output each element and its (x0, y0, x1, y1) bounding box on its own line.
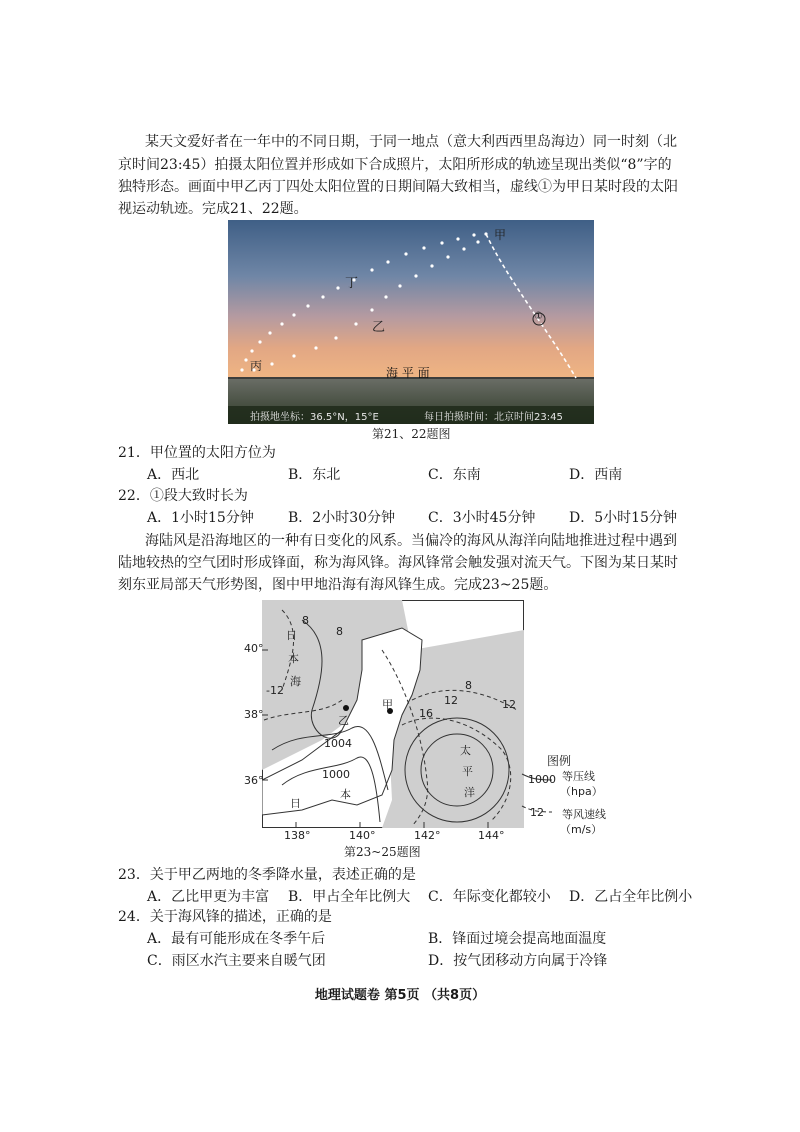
map-label-taiping-1: 太 (460, 744, 471, 757)
label-jia: 甲 (494, 228, 507, 242)
weather-map (262, 600, 524, 828)
intro2-line-1: 海陆风是沿海地区的一种有日变化的风系。当偏冷的海风从海洋向陆地推进过程中遇到 (145, 533, 677, 549)
legend-isobar-label: 等压线 (562, 770, 595, 783)
map-label-12b: 12 (502, 698, 516, 711)
map-label-riben-hai-2: 本 (288, 652, 299, 665)
map-label-yi: 乙 (338, 714, 349, 727)
q22-option-b: B．2小时30分钟 (288, 510, 396, 526)
q23-option-b: B．甲占全年比例大 (288, 889, 411, 905)
map-label-12a: 12 (444, 694, 458, 707)
lon-144: 144° (478, 829, 505, 842)
photo-caption: 第21、22题图 (372, 427, 451, 441)
weather-map-svg (262, 600, 524, 828)
q22-option-d: D．5小时15分钟 (569, 510, 677, 526)
page-footer: 地理试题卷 第5页 （共8页） (314, 988, 486, 1003)
lat-36: 36° (244, 774, 264, 787)
q21-option-d: D．西南 (569, 467, 623, 483)
q23-option-d: D．乙占全年比例小 (569, 889, 693, 905)
intro-line-1: 某天文爱好者在一年中的不同日期，于同一地点（意大利西西里岛海边）同一时刻（北 (145, 134, 677, 150)
lon-140: 140° (349, 829, 376, 842)
q24-option-c: C．雨区水汽主要来自暖气团 (147, 953, 326, 969)
q21-option-b: B．东北 (288, 467, 341, 483)
q24-stem: 24．关于海风锋的描述，正确的是 (118, 909, 332, 925)
label-circle-1: ① (534, 311, 543, 322)
map-label-8a: 8 (302, 614, 309, 627)
q21-stem: 21．甲位置的太阳方位为 (118, 445, 276, 461)
map-label-16: 16 (419, 707, 433, 720)
analemma-photo (228, 220, 594, 424)
sea-level-label: 海 平 面 (386, 366, 430, 380)
map-label-ben: 本 (340, 788, 351, 801)
intro2-line-3: 刻东亚局部天气形势图，图中甲地沿海有海风锋生成。完成23~25题。 (118, 577, 558, 593)
intro-line-2: 京时间23:45）拍摄太阳位置并形成如下合成照片，太阳所形成的轨迹呈现出类似“8”字的 (118, 157, 672, 173)
intro-line-4: 视运动轨迹。完成21、22题。 (118, 201, 308, 217)
lon-142: 142° (414, 829, 441, 842)
lat-40: 40° (244, 642, 264, 655)
legend-wind-label: 等风速线 (562, 808, 606, 821)
q24-option-a: A．最有可能形成在冬季午后 (147, 931, 326, 947)
map-label-8b: 8 (336, 625, 343, 638)
legend-title: 图例 (547, 754, 572, 768)
label-bing: 丙 (250, 359, 263, 373)
legend-isobar-value: 1000 (528, 773, 556, 786)
q22-option-c: C．3小时45分钟 (428, 510, 536, 526)
map-label-8c: 8 (465, 679, 472, 692)
legend-wind-unit: （m/s） (560, 823, 603, 836)
map-label-neg12: -12 (266, 684, 284, 697)
map-label-1004: 1004 (324, 737, 352, 750)
map-label-taiping-3: 洋 (464, 786, 475, 799)
map-label-taiping-2: 平 (462, 765, 473, 778)
intro2-line-2: 陆地较热的空气团时形成锋面，称为海风锋。海风锋常会触发强对流天气。下图为某日某时 (118, 555, 678, 571)
label-ding: 丁 (345, 276, 359, 291)
map-label-1000: 1000 (322, 768, 350, 781)
q23-stem: 23．关于甲乙两地的冬季降水量，表述正确的是 (118, 867, 416, 883)
q21-option-c: C．东南 (428, 467, 481, 483)
q22-option-a: A．1小时15分钟 (147, 510, 254, 526)
map-label-riben-hai-3: 海 (290, 675, 301, 688)
lon-138: 138° (284, 829, 311, 842)
yi-marker (343, 705, 349, 711)
q24-option-b: B．锋面过境会提高地面温度 (428, 931, 607, 947)
map-label-ri: 日 (290, 797, 301, 810)
analemma-photo-svg (228, 220, 594, 424)
photo-time: 每日拍摄时间：北京时间23:45 (424, 412, 563, 423)
q21-option-a: A．西北 (147, 467, 200, 483)
photo-coords: 拍摄地坐标：36.5°N，15°E (250, 412, 379, 423)
q22-stem: 22．①段大致时长为 (118, 488, 248, 504)
legend-wind-value: 12 (530, 806, 544, 819)
q23-option-a: A．乙比甲更为丰富 (147, 889, 270, 905)
map-label-riben-hai-1: 日 (286, 629, 297, 642)
q24-option-d: D．按气团移动方向属于冷锋 (428, 953, 608, 969)
map-label-jia: 甲 (382, 698, 393, 711)
lat-38: 38° (244, 708, 264, 721)
legend-isobar-unit: （hpa） (560, 785, 603, 798)
label-yi: 乙 (372, 320, 386, 335)
map-caption: 第23~25题图 (344, 845, 421, 859)
q23-option-c: C．年际变化都较小 (428, 889, 551, 905)
intro-line-3: 独特形态。画面中甲乙丙丁四处太阳位置的日期间隔大致相当，虚线①为甲日某时段的太阳 (118, 179, 678, 195)
